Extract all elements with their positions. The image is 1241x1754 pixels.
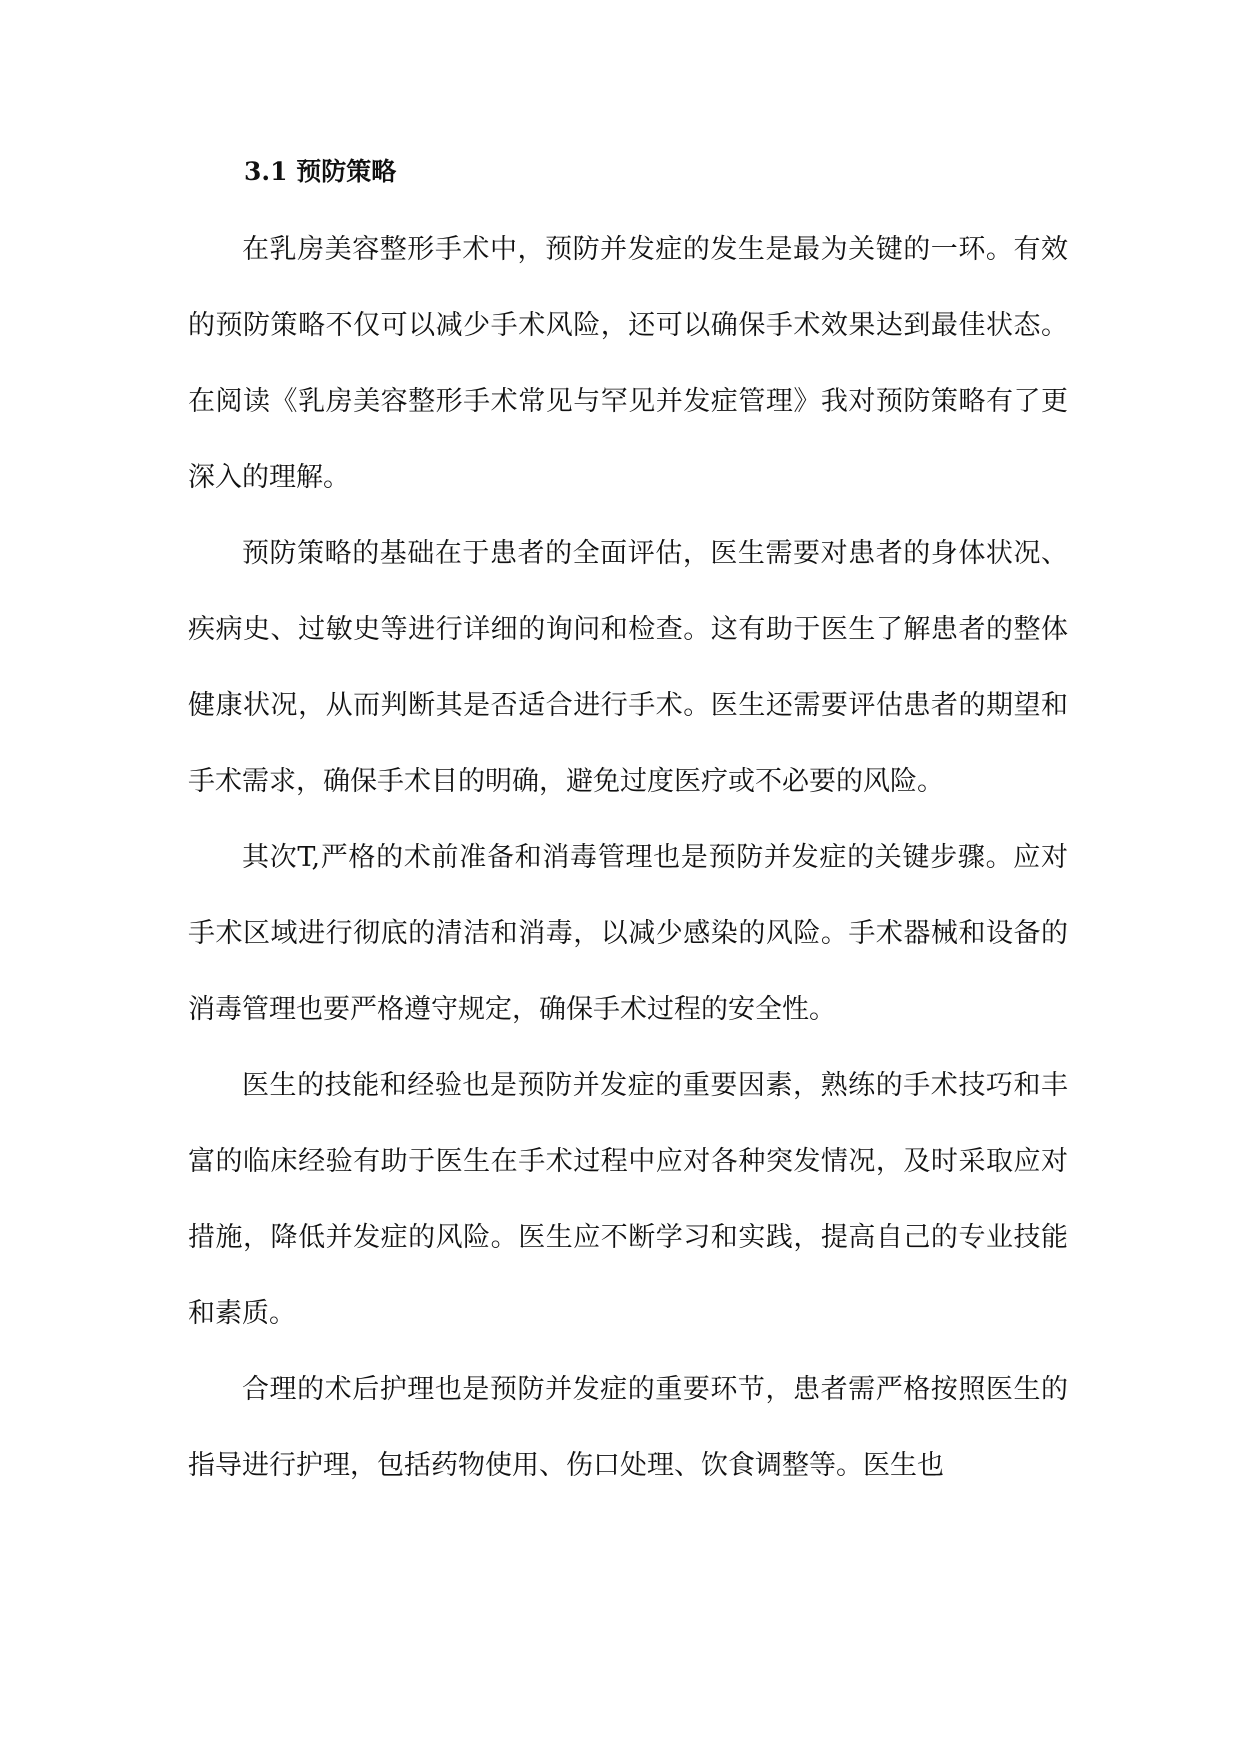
section-heading: 3.1 预防策略: [244, 157, 397, 186]
paragraph-1: 在乳房美容整形手术中，预防并发症的发生是最为关键的一环。有效的预防策略不仅可以减少手术风险，还可以确保手术效果达到最佳状态。在阅读《乳房美容整形手术常见与罕见并发症管理》我对预防策略有了更深入的理解。: [188, 234, 1068, 493]
paragraph-2: 预防策略的基础在于患者的全面评估，医生需要对患者的身体状况、疾病史、过敏史等进行详细的询问和检查。这有助于医生了解患者的整体健康状况，从而判断其是否适合进行手术。医生还需要评估患者的期望和手术需求，确保手术目的明确，避免过度医疗或不必要的风险。: [188, 538, 1068, 797]
paragraph-3: 其次T,严格的术前准备和消毒管理也是预防并发症的关键步骤。应对手术区域进行彻底的清洁和消毒，以减少感染的风险。手术器械和设备的消毒管理也要严格遵守规定，确保手术过程的安全性。: [188, 842, 1068, 1025]
paragraph-5: 合理的术后护理也是预防并发症的重要环节，患者需严格按照医生的指导进行护理，包括药物使用、伤口处理、饮食调整等。医生也: [188, 1374, 1068, 1481]
paragraph-4: 医生的技能和经验也是预防并发症的重要因素，熟练的手术技巧和丰富的临床经验有助于医生在手术过程中应对各种突发情况，及时采取应对措施，降低并发症的风险。医生应不断学习和实践，提高自己的专业技能和素质。: [188, 1070, 1068, 1329]
document-page: [188, 148, 1068, 1504]
